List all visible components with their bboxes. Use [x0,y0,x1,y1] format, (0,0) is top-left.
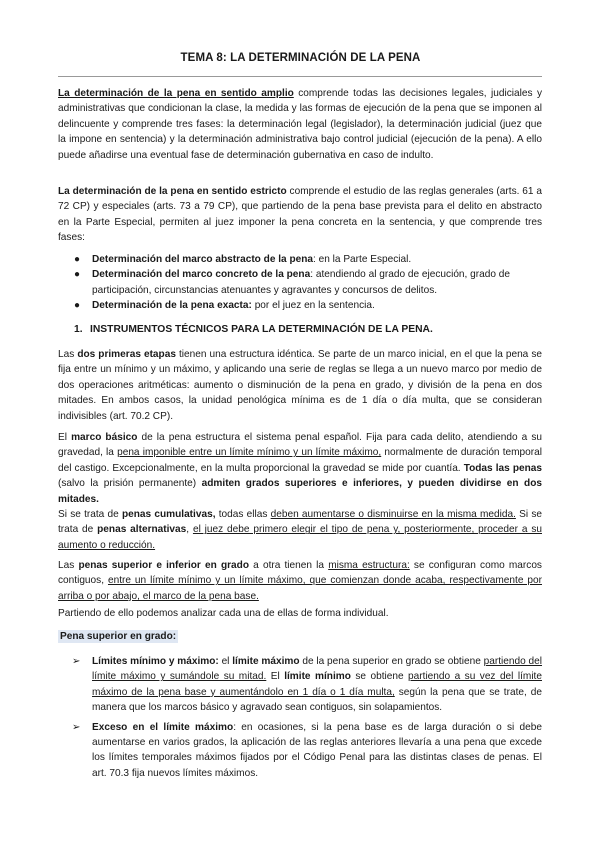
list-item: ● Determinación del marco concreto de la pena: atendiendo al grado de ejecución, grado de participación, circunstancias atenuantes y agravantes y concursos de delitos. [74,269,511,296]
paragraph-sentido-amplio: La determinación de la pena en sentido amplio comprende todas las decisiones legales, judiciales y administrativas que condicionan la clase, la medida y las formas de ejecución de la pena que se imponen al delincuente y comprende tres fases: la determinación legal (legislador), la determinación judicial (juez que la impone en sentencia) y la determinación administrativa bajo control judicial (ejecución de la pena). A ello puede añadirse una eventual fase de determinación gubernativa en caso de indulto. [58,88,543,161]
paragraph-sentido-estricto: La determinación de la pena en sentido estricto comprende el estudio de las reglas generales (arts. 61 a 72 CP) y especiales (arts. 73 a 79 CP), que partiendo de la pena base prevista para el delito en abstracto en la Parte Especial, permiten al juez imponer la pena concreta en la sentencia, y que comprende tres fases: [58,186,542,244]
list-item: ➢ Exceso en el límite máximo: en ocasiones, si la pena base es de larga duración o si debe aumentarse en varios grados, la aplicación de las reglas anteriores llevaría a una pena que excede los límites temporales máximos fijados por el Código Penal para las distintas clases de penas. El art. 70.3 fija nuevos límites máximos. [72,721,542,779]
bullet-icon: ● [74,254,81,265]
term-sentido-amplio: La determinación de la pena en sentido amplio [58,88,294,99]
list-item: ● Determinación de la pena exacta: por el juez en la sentencia. [72,298,542,313]
title-divider [58,76,542,77]
list-item: ● Determinación del marco abstracto de la pena: en la Parte Especial. [72,252,542,267]
pena-superior-list [72,654,542,785]
paragraph-partiendo: Partiendo de ello podemos analizar cada una de ellas de forma individual. [58,608,389,619]
phases-list [72,252,542,314]
bullet-icon: ● [74,269,81,281]
arrow-bullet-icon: ➢ [72,721,81,733]
bullet-icon: ● [74,300,81,312]
subheading-pena-superior: Pena superior en grado: [60,631,177,642]
list-item: ➢ Límites mínimo y máximo: el límite máximo de la pena superior en grado se obtiene partiendo del límite máximo y sumándole su mitad. El límite mínimo se obtiene partiendo a su vez del límite máximo de la pena base y aumentándolo en 1 día o 1 día multa, según la pena que se trate, de manera que los marcos básico y agravado sean contiguos, sin solapamientos. [72,656,543,714]
paragraph-marco-basico: El marco básico de la pena estructura el sistema penal español. Fija para cada delito, atendiendo a su gravedad, la pena imponible entre un límite mínimo y un límite máximo, normalmente de duración temporal del castigo. Excepcionalmente, en la multa proporcional la gravedad se mide por cuantía. Todas las penas (salvo la prisión permanente) admiten grados superiores e inferiores, y pueden dividirse en dos mitades. Si se trata de penas cumulativas, todas ellas deben aumentarse o disminuirse en la misma medida. Si se trata de penas alternativas, el juez debe primero elegir el tipo de pena y, posteriormente, proceder a su aumento o reducción. [58,432,543,551]
term-sentido-estricto: La determinación de la pena en sentido estricto [58,186,287,197]
arrow-bullet-icon: ➢ [72,656,81,667]
paragraph-superior-inferior: Las penas superior e inferior en grado a otra tienen la misma estructura: se configuran como marcos contiguos, entre un límite mínimo y un límite máximo, que comienzan donde acaba, respectivamente por arriba o por abajo, el marco de la pena base. [58,560,542,602]
section-heading-1: 1. INSTRUMENTOS TÉCNICOS PARA LA DETERMINACIÓN DE LA PENA. [74,324,433,335]
paragraph-primeras-etapas: Las dos primeras etapas tienen una estructura idéntica. Se parte de un marco inicial, en el que la pena se fija entre un mínimo y un máximo, y aplicando una serie de reglas se llega a un nuevo marco por medio de dos operaciones aritméticas: aumento o disminución de la pena en grado, y división de la pena en dos mitades. En ambos casos, la unidad penológica mínima es de 1 día o día multa, que se consideran indivisibles (art. 70.2 CP). [58,349,542,422]
page-title: TEMA 8: LA DETERMINACIÓN DE LA PENA [180,52,421,64]
